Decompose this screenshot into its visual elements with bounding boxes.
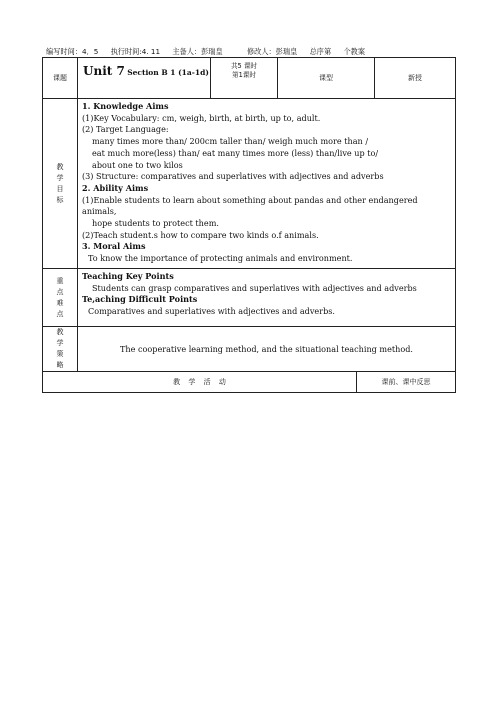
objectives-line: 2. Ability Aims <box>82 182 149 193</box>
topic-label-cell <box>43 58 78 99</box>
preparer: 主备人：彭瑞皇 <box>172 47 223 56</box>
plan-count: 个教案 <box>343 47 366 56</box>
page-header <box>46 47 456 57</box>
objectives-line: (1)Key Vocabulary: cm, weigh, birth, at birth, up to, adult. <box>82 112 321 123</box>
type-value: 新授 <box>408 74 422 82</box>
key-points-label: 重点难点 <box>56 276 64 318</box>
objectives-line: about one to two kilos <box>92 159 183 170</box>
unit-title: Unit 7 <box>83 64 125 78</box>
key-points-line: Te,aching Difficult Points <box>82 294 198 305</box>
topic-cell <box>78 58 211 99</box>
key-points-line: Teaching Key Points <box>82 271 174 281</box>
strategy-row <box>43 327 456 372</box>
title-row <box>43 58 456 99</box>
objectives-row <box>43 99 456 269</box>
section-title: Section B 1 (1a-1d) <box>127 68 209 77</box>
key-points-line: Students can grasp comparatives and superlatives with adjectives and adverbs <box>92 282 417 293</box>
strategy-text: The cooperative learning method, and the situational teaching method. <box>120 344 413 354</box>
objectives-line: 1. Knowledge Aims <box>82 101 169 111</box>
key-points-line: Comparatives and superlatives with adjectives and adverbs. <box>88 306 335 317</box>
objectives-line: eat much more(less) than/ eat many times more (less) than/live up to/ <box>92 147 379 158</box>
serial-number: 总序第 <box>309 47 332 56</box>
total-periods: 共5 课时 <box>230 62 258 70</box>
strategy-content <box>78 327 456 372</box>
objectives-line: many times more than/ 200cm taller than/ weigh much more than / <box>92 136 369 147</box>
objectives-line: (1)Enable students to learn about something about pandas and other endangered animals, <box>82 194 418 217</box>
type-label-cell <box>278 58 375 99</box>
objectives-lines <box>82 101 452 265</box>
reflection-label: 课前、课中反思 <box>381 378 431 386</box>
strategy-label: 教学策略 <box>56 328 64 369</box>
key-points-label-cell <box>43 269 78 327</box>
type-value-cell <box>375 58 456 99</box>
topic-label: 课题 <box>53 74 67 82</box>
objectives-line: hope students to protect them. <box>92 218 219 229</box>
write-time: 编写时间：4．5 <box>46 47 99 56</box>
activities-row <box>43 372 456 393</box>
objectives-label: 教学目标 <box>56 162 64 204</box>
strategy-label-cell <box>43 327 78 372</box>
key-points-row <box>43 269 456 327</box>
objectives-line: (2)Teach student.s how to compare two kinds o.f animals. <box>82 229 319 240</box>
period-cell <box>211 58 278 99</box>
objectives-line: To know the importance of protecting animals and environment. <box>88 253 353 264</box>
key-points-content <box>78 269 456 327</box>
reviser: 修改人：彭瑞皇 <box>246 47 298 56</box>
objectives-line: (2) Target Language: <box>82 124 169 135</box>
key-points-lines <box>82 271 452 318</box>
current-period: 第1课时 <box>232 71 256 79</box>
objectives-content <box>78 99 456 269</box>
reflection-label-cell <box>357 372 456 393</box>
activities-label-cell <box>43 372 357 393</box>
type-label: 课型 <box>319 74 333 82</box>
activities-label: 教 学 活 动 <box>173 378 226 386</box>
objectives-label-cell <box>43 99 78 269</box>
exec-time: 执行时间:4. 11 <box>110 47 161 56</box>
lesson-plan-table <box>42 57 456 393</box>
objectives-line: (3) Structure: comparatives and superlatives with adjectives and adverbs <box>82 171 384 182</box>
objectives-line: 3. Moral Aims <box>82 241 146 252</box>
